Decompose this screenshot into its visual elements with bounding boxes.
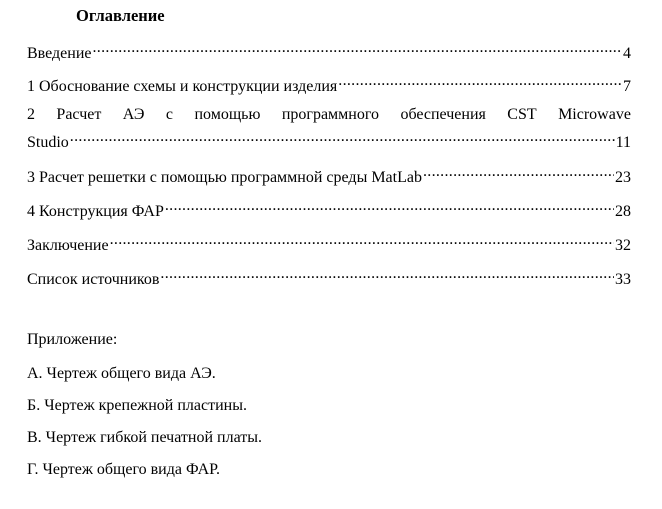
appendix-item: Г. Чертеж общего вида ФАР. <box>27 461 221 478</box>
toc-entry-section-3[interactable] <box>27 162 631 186</box>
toc-entry-page: 23 <box>615 169 631 186</box>
toc-word: помощью <box>194 106 261 123</box>
toc-dot-leader <box>338 71 622 91</box>
toc-entry-references[interactable] <box>27 264 631 288</box>
toc-entry-title: Список источников <box>27 271 160 288</box>
toc-word: АЭ <box>122 106 145 123</box>
toc-entry-title: Введение <box>27 45 92 62</box>
toc-entry-page: 32 <box>615 237 631 254</box>
toc-word: программного <box>281 106 380 123</box>
toc-entry-page: 11 <box>615 134 631 151</box>
toc-heading: Оглавление <box>76 6 165 25</box>
toc-entry-title: 1 Обоснование схемы и конструкции изделия <box>27 78 338 95</box>
toc-entry-section-2-line-1[interactable] <box>27 105 631 125</box>
toc-dot-leader <box>160 264 614 284</box>
toc-entry-section-2-line-2[interactable] <box>27 127 631 151</box>
toc-dot-leader <box>423 162 614 182</box>
toc-dot-leader <box>93 38 623 58</box>
toc-entry-title: Заключение <box>27 237 109 254</box>
appendix-item: В. Чертеж гибкой печатной платы. <box>27 429 262 446</box>
toc-word: с <box>165 106 174 123</box>
toc-entry-section-4[interactable] <box>27 196 631 220</box>
toc-entry-conclusion[interactable] <box>27 230 631 254</box>
toc-entry-title: 3 Расчет решетки с помощью программной среды MatLab <box>27 169 422 186</box>
toc-word: Microwave <box>558 106 631 123</box>
toc-entry-page: 33 <box>615 271 631 288</box>
toc-entry-title: 4 Конструкция ФАР <box>27 203 164 220</box>
appendix-item: Б. Чертеж крепежной пластины. <box>27 397 247 414</box>
toc-word: обеспечения <box>400 106 486 123</box>
toc-word: 2 <box>27 106 35 123</box>
toc-entry-page: 4 <box>623 45 631 62</box>
appendix-item: А. Чертеж общего вида АЭ. <box>27 365 216 382</box>
toc-entry-page: 7 <box>623 78 631 95</box>
toc-word: CST <box>507 106 537 123</box>
appendix-heading: Приложение: <box>27 331 118 348</box>
toc-entry-title: Studio <box>27 134 69 151</box>
toc-entry-introduction[interactable] <box>27 38 631 62</box>
toc-word: Расчет <box>56 106 102 123</box>
toc-dot-leader <box>70 127 615 147</box>
toc-dot-leader <box>110 230 614 250</box>
toc-entry-page: 28 <box>615 203 631 220</box>
toc-dot-leader <box>165 196 614 216</box>
toc-entry-section-1[interactable] <box>27 71 631 95</box>
